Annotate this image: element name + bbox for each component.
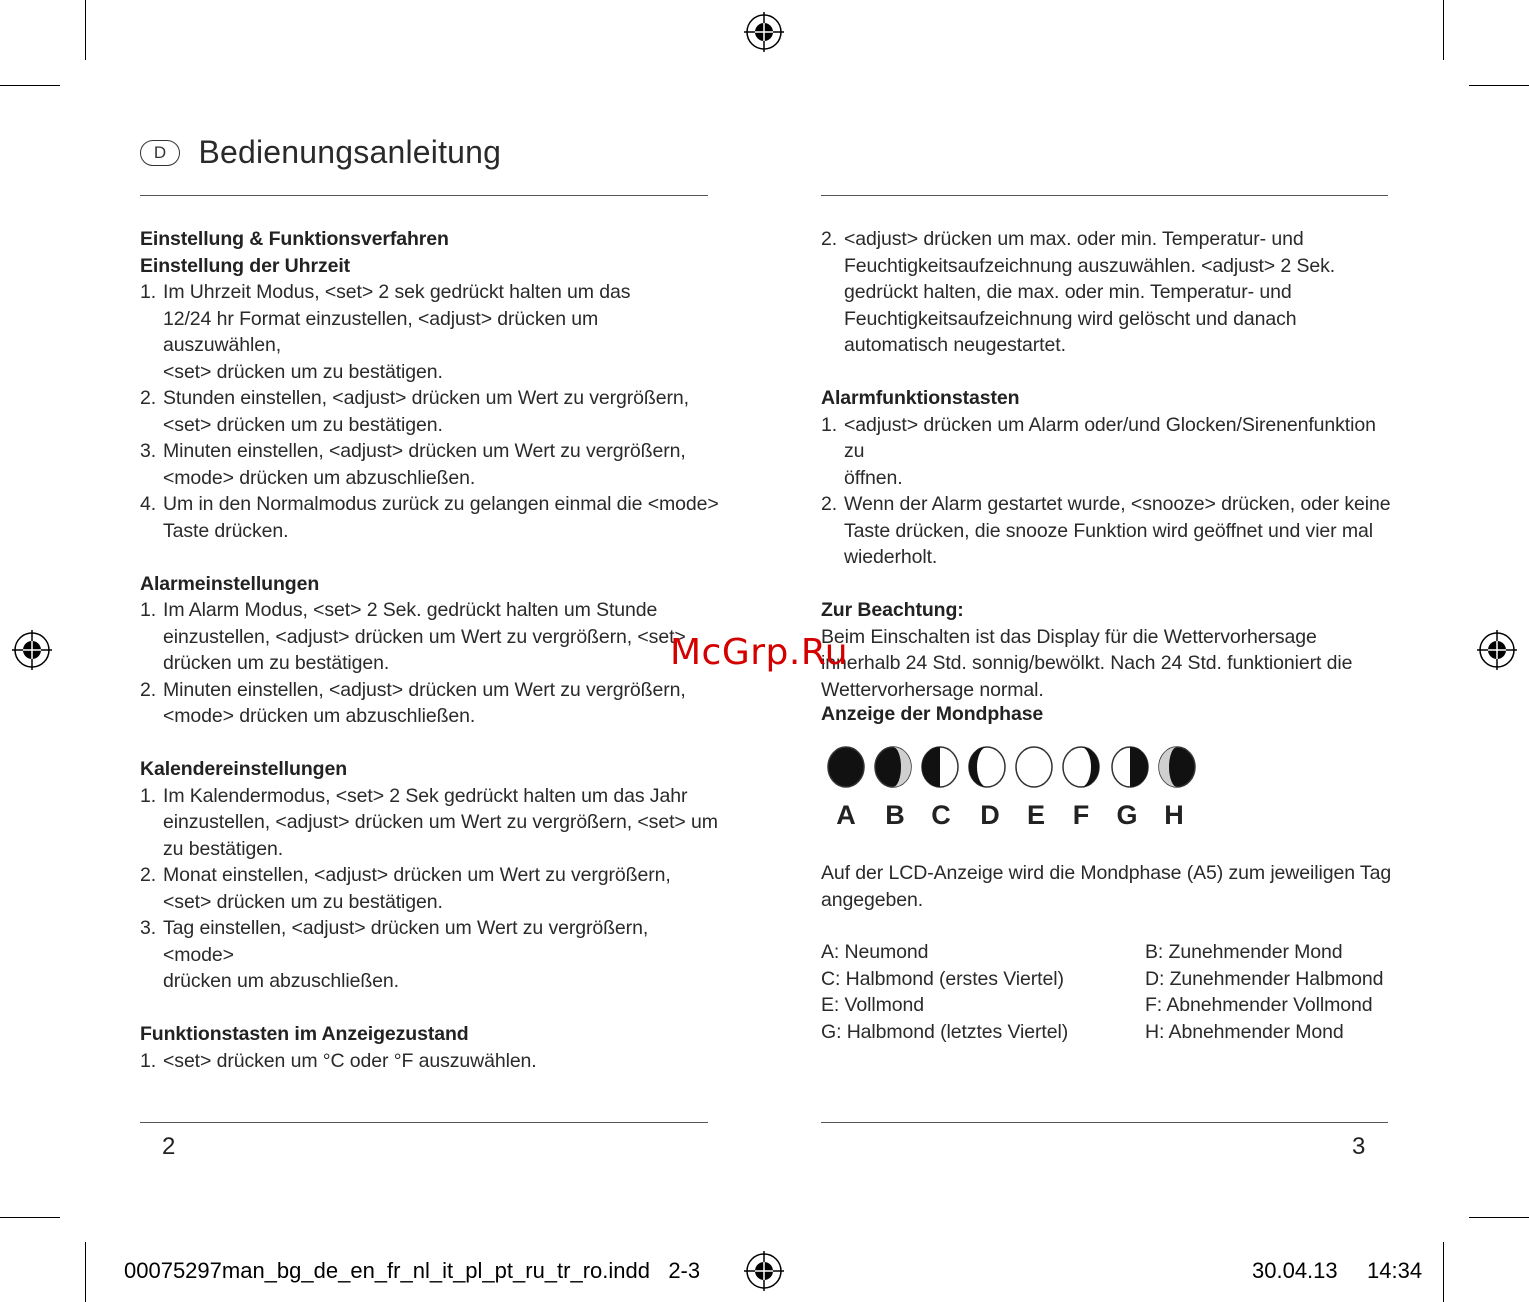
registration-mark-icon <box>12 630 52 670</box>
section <box>821 226 1401 359</box>
moon-letter: H <box>1164 800 1184 830</box>
text-line: <adjust> drücken um Alarm oder/und Glocken/Sirenenfunktion zu <box>844 413 1376 462</box>
moon-full-icon <box>1014 745 1054 789</box>
list-item <box>140 1048 720 1075</box>
text-line: Taste drücken. <box>163 519 289 542</box>
text-line: zu bestätigen. <box>163 837 284 860</box>
watermark: McGrp.Ru <box>670 632 849 673</box>
text-line: <set> drücken um zu bestätigen. <box>163 413 443 436</box>
text-line: angegeben. <box>821 888 924 911</box>
text-line: wiederholt. <box>844 546 938 568</box>
section <box>821 385 1401 571</box>
moon-letter: B <box>885 800 905 830</box>
moon-letter: E <box>1026 800 1045 830</box>
moon-letter: G <box>1116 800 1138 830</box>
crop-mark <box>0 85 60 86</box>
text-line: einzustellen, <adjust> drücken um Wert zu vergrößern, <set> um <box>163 811 718 833</box>
moon-waxing-gibbous-icon <box>967 745 1007 789</box>
text-line: Minuten einstellen, <adjust> drücken um Wert zu vergrößern, <box>163 440 686 462</box>
list-item <box>140 915 720 995</box>
section-heading: Alarmfunktionstasten <box>821 387 1020 409</box>
list-number: 2. <box>821 228 838 250</box>
page-header <box>140 134 501 171</box>
legend-item: H: Abnehmender Mond <box>1145 1020 1344 1043</box>
legend-item: C: Halbmond (erstes Viertel) <box>821 967 1064 990</box>
text-line: Auf der LCD-Anzeige wird die Mondphase (A5) zum jeweiligen Tag <box>821 862 1392 884</box>
text-line: <mode> drücken um abzuschließen. <box>163 705 476 727</box>
section-heading: Kalendereinstellungen <box>140 758 348 780</box>
text-line: Feuchtigkeitsaufzeichnung wird gelöscht und danach <box>844 307 1297 330</box>
list-number: 1. <box>140 599 157 621</box>
text-line: <set> drücken um zu bestätigen. <box>163 890 443 913</box>
list-item <box>140 438 720 491</box>
crop-mark <box>1469 1217 1529 1218</box>
crop-mark <box>0 1217 60 1218</box>
page-number-left: 2 <box>162 1133 176 1160</box>
legend-item: A: Neumond <box>821 941 929 963</box>
note-heading: Zur Beachtung: <box>821 599 964 621</box>
list-number: 1. <box>821 413 838 436</box>
moon-heading: Anzeige der Mondphase <box>821 703 1044 725</box>
divider <box>821 1122 1388 1123</box>
list-number: 2. <box>140 678 157 701</box>
text-line: <adjust> drücken um max. oder min. Temperatur- und <box>844 228 1304 250</box>
list-number: 3. <box>140 917 157 939</box>
list-item <box>140 279 720 385</box>
divider <box>821 195 1388 196</box>
text-line: 12/24 hr Format einzustellen, <adjust> drücken um auszuwählen, <box>163 307 599 356</box>
list-item <box>140 783 720 863</box>
divider <box>140 195 708 196</box>
text-line: Wenn der Alarm gestartet wurde, <snooze> drücken, oder keine <box>844 493 1391 515</box>
moon-letter: D <box>980 800 1000 830</box>
text-line: Im Alarm Modus, <set> 2 Sek. gedrückt halten um Stunde <box>163 599 658 621</box>
text-line: drücken um abzuschließen. <box>163 970 399 992</box>
section-heading: Alarmeinstellungen <box>140 572 320 595</box>
text-line: Im Uhrzeit Modus, <set> 2 sek gedrückt halten um das <box>163 281 631 303</box>
list-number: 1. <box>140 1049 157 1072</box>
list-item <box>140 597 720 677</box>
moon-letter: C <box>931 800 951 830</box>
section <box>140 1021 720 1074</box>
list-item <box>821 226 1401 359</box>
text-line: Wettervorhersage normal. <box>821 678 1044 701</box>
moon-new-icon <box>826 745 866 789</box>
list-item <box>140 677 720 730</box>
moon-waning-gibbous-icon <box>1061 745 1101 789</box>
list-number: 2. <box>140 864 157 886</box>
text-line: innerhalb 24 Std. sonnig/bewölkt. Nach 24 Std. funktioniert die <box>821 652 1353 674</box>
text-line: Minuten einstellen, <adjust> drücken um Wert zu vergrößern, <box>163 678 686 701</box>
list-item <box>821 412 1401 492</box>
section-heading: Funktionstasten im Anzeigezustand <box>140 1023 469 1045</box>
list-number: 1. <box>140 281 157 303</box>
text-line: Beim Einschalten ist das Display für die Wettervorhersage <box>821 625 1317 648</box>
text-line: Um in den Normalmodus zurück zu gelangen einmal die <mode> <box>163 493 719 515</box>
list-number: 1. <box>140 784 157 807</box>
crop-mark <box>85 0 86 60</box>
moon-description <box>821 860 1391 913</box>
text-line: Stunden einstellen, <adjust> drücken um Wert zu vergrößern, <box>163 387 689 409</box>
moon-waxing-crescent-icon <box>873 745 913 789</box>
moon-legend-right <box>1145 939 1383 1045</box>
moon-letter: A <box>836 800 856 830</box>
note-section <box>821 597 1401 703</box>
moon-legend-left <box>821 939 1068 1045</box>
section-heading: Einstellung der Uhrzeit <box>140 254 351 277</box>
left-column <box>140 226 720 1101</box>
right-column <box>821 226 1401 730</box>
footer-filename: 00075297man_bg_de_en_fr_nl_it_pl_pt_ru_tr_ro.indd 2-3 <box>124 1258 701 1283</box>
text-line: öffnen. <box>844 466 903 489</box>
list-item <box>140 862 720 915</box>
text-line: Im Kalendermodus, <set> 2 Sek gedrückt halten um das Jahr <box>163 784 688 807</box>
legend-item: E: Vollmond <box>821 994 924 1016</box>
footer-date: 30.04.13 <box>1252 1258 1338 1283</box>
divider <box>140 1122 708 1123</box>
legend-item: B: Zunehmender Mond <box>1145 941 1343 963</box>
text-line: <set> drücken um °C oder °F auszuwählen. <box>163 1049 537 1072</box>
legend-item: G: Halbmond (letztes Viertel) <box>821 1020 1069 1043</box>
moon-last-quarter-icon <box>1110 745 1150 789</box>
text-line: <set> drücken um zu bestätigen. <box>163 360 443 383</box>
page-title: Bedienungsanleitung <box>198 134 502 170</box>
legend-item: D: Zunehmender Halbmond <box>1145 967 1384 990</box>
text-line: <mode> drücken um abzuschließen. <box>163 466 476 489</box>
list-number: 4. <box>140 493 157 515</box>
list-item <box>140 385 720 438</box>
section-heading: Einstellung & Funktionsverfahren <box>140 228 449 250</box>
list-item <box>140 491 720 544</box>
text-line: Feuchtigkeitsaufzeichnung auszuwählen. <adjust> 2 Sek. <box>844 254 1336 277</box>
list-item <box>821 491 1401 571</box>
crop-mark <box>1443 0 1444 60</box>
list-number: 2. <box>821 493 838 515</box>
text-line: Tag einstellen, <adjust> drücken um Wert zu vergrößern, <mode> <box>163 917 649 966</box>
text-line: gedrückt halten, die max. oder min. Temperatur- und <box>844 281 1292 303</box>
registration-mark-icon <box>744 12 784 52</box>
moon-first-quarter-icon <box>920 745 960 789</box>
section <box>140 571 720 730</box>
list-number: 2. <box>140 387 157 409</box>
text-line: Taste drücken, die snooze Funktion wird geöffnet und vier mal <box>844 519 1374 542</box>
legend-item: F: Abnehmender Vollmond <box>1145 994 1373 1016</box>
page-number-right: 3 <box>1352 1133 1366 1160</box>
section <box>140 226 720 544</box>
text-line: Monat einstellen, <adjust> drücken um Wert zu vergrößern, <box>163 864 671 886</box>
crop-mark <box>85 1242 86 1302</box>
moon-waning-crescent-icon <box>1157 745 1197 789</box>
registration-mark-icon <box>1477 630 1517 670</box>
crop-mark <box>1443 1242 1444 1302</box>
section <box>140 756 720 995</box>
footer-time: 14:34 <box>1367 1258 1423 1283</box>
list-number: 3. <box>140 440 157 462</box>
text-line: automatisch neugestartet. <box>844 334 1066 356</box>
text-line: drücken um zu bestätigen. <box>163 652 390 674</box>
registration-mark-icon <box>744 1251 784 1291</box>
moon-letter: F <box>1072 800 1090 830</box>
language-badge: D <box>140 140 180 166</box>
crop-mark <box>1469 85 1529 86</box>
text-line: einzustellen, <adjust> drücken um Wert zu vergrößern, <set> <box>163 625 686 648</box>
